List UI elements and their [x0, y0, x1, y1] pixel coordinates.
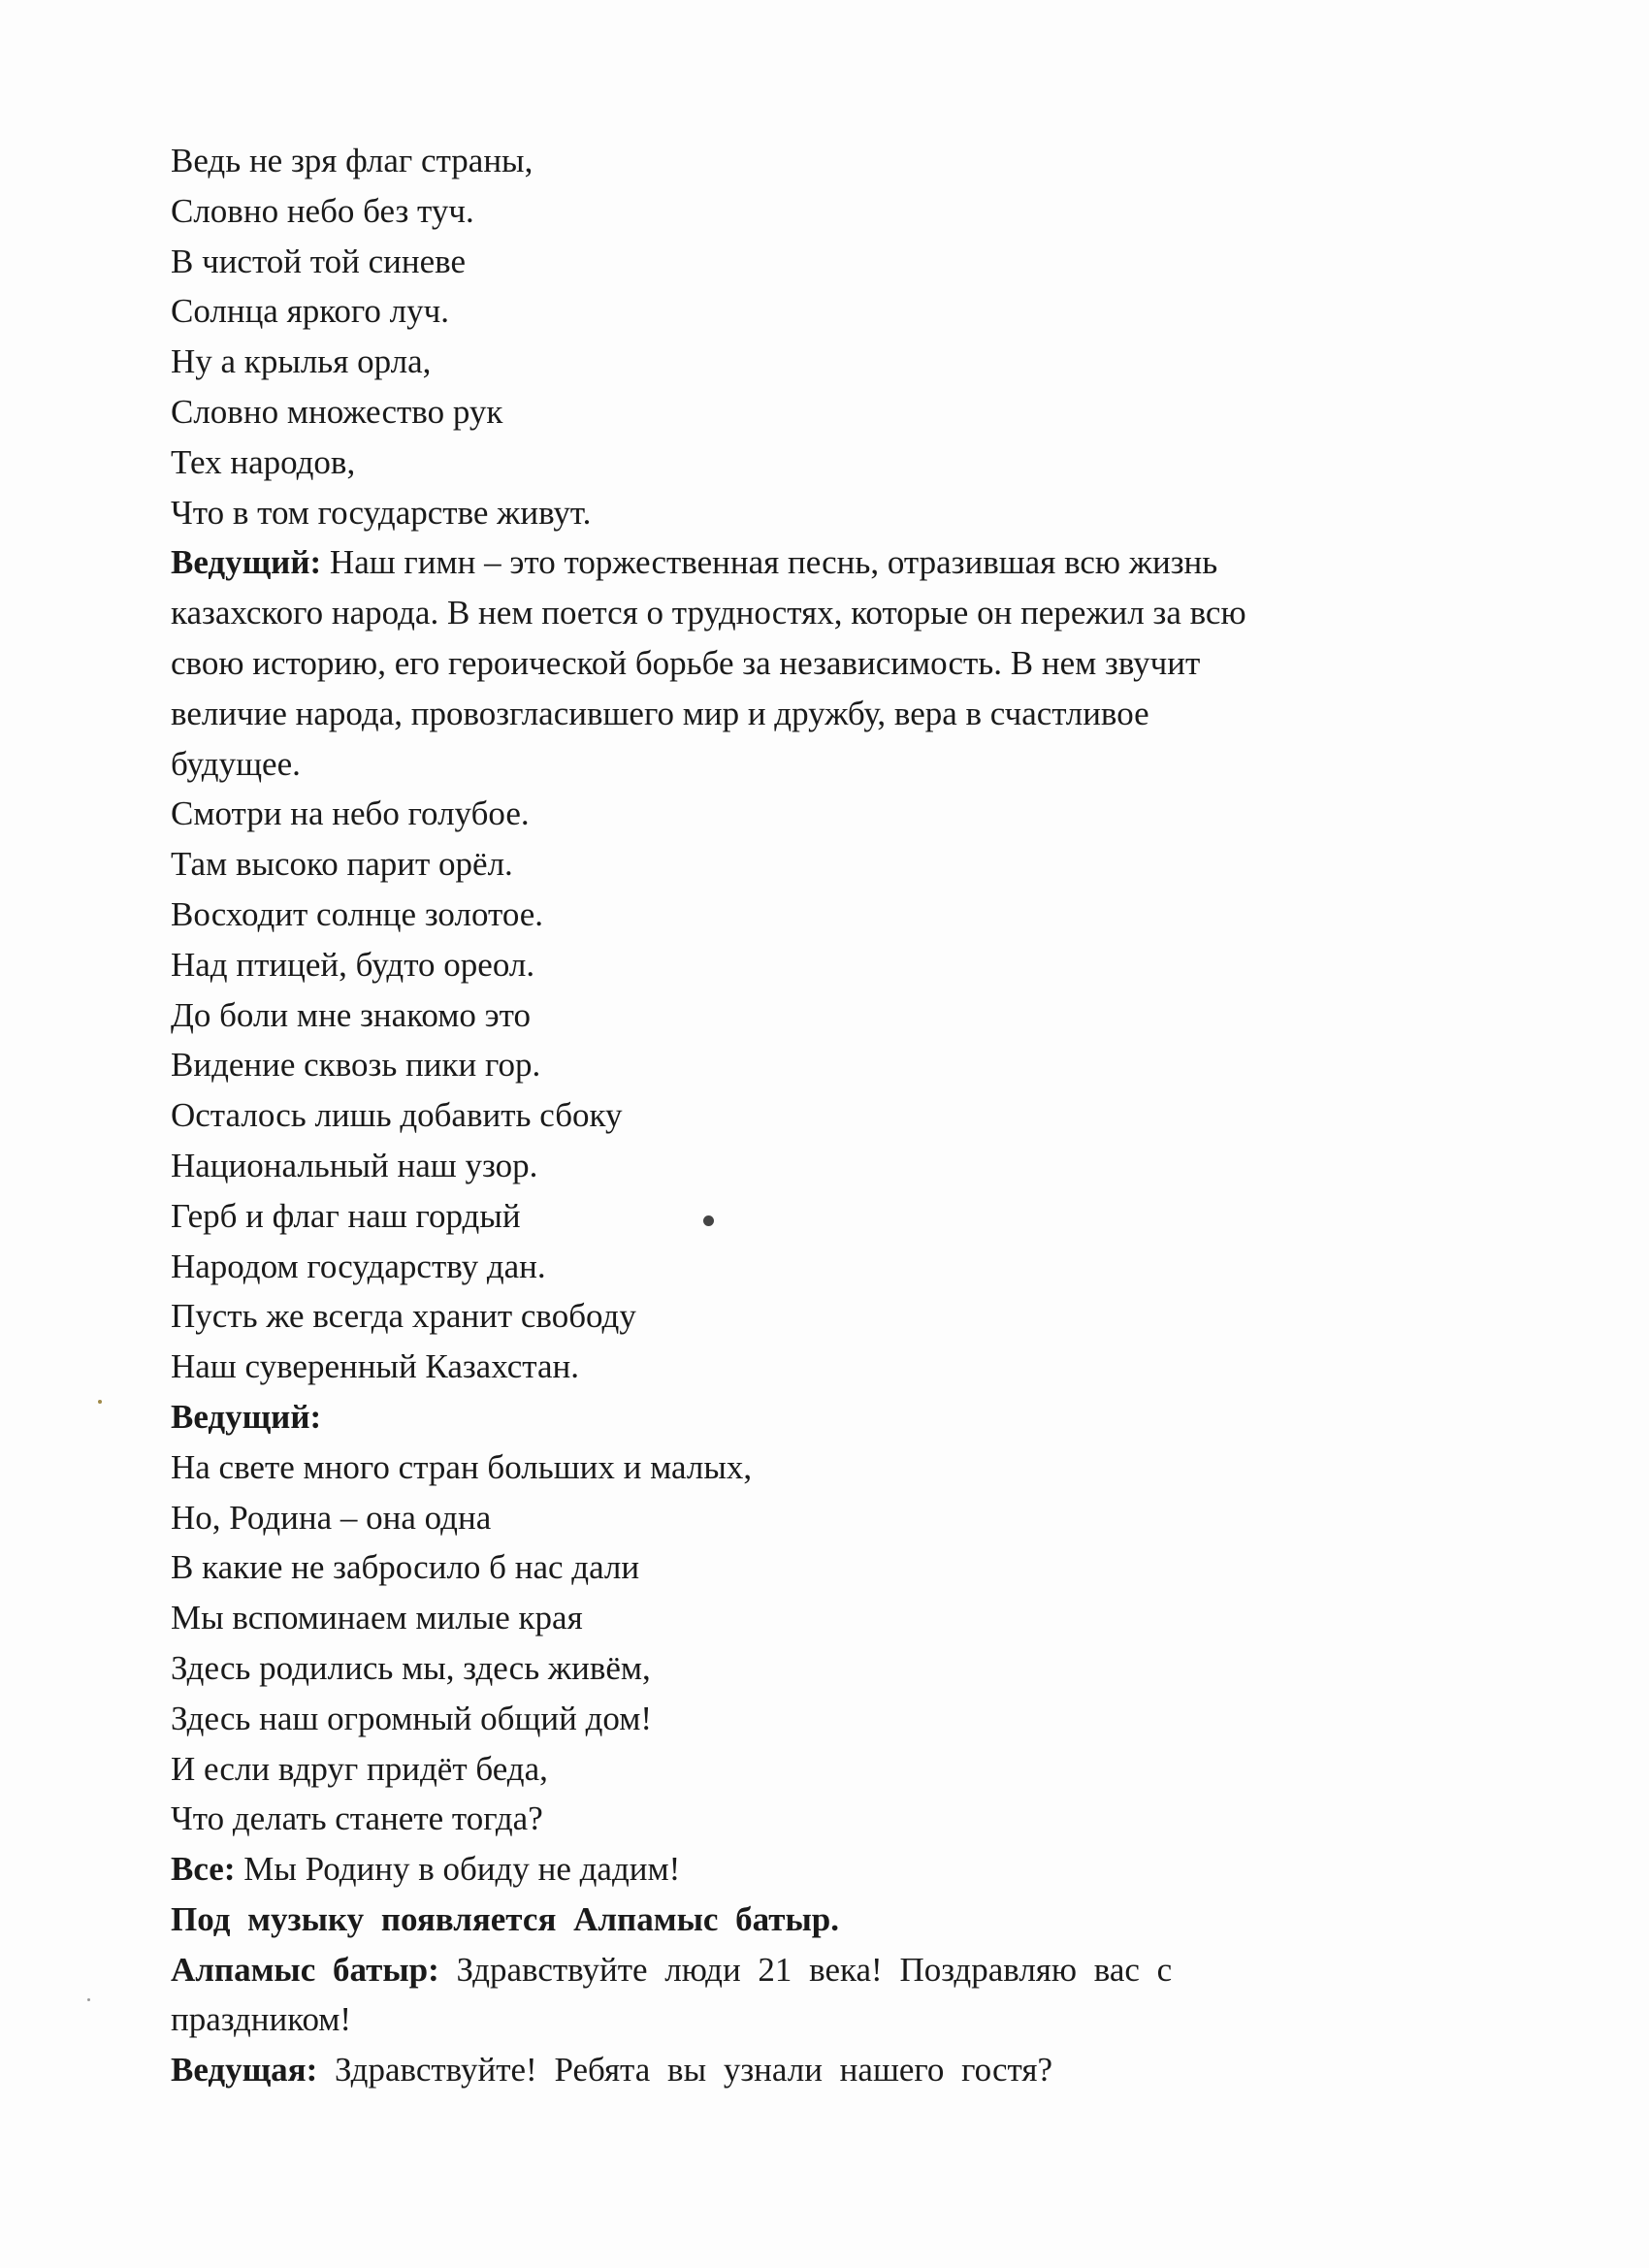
- text-line: Алпамыс батыр: Здравствуйте люди 21 века! Поздравляю вас с: [171, 1950, 1173, 1989]
- text-line: величие народа, провозгласившего мир и дружбу, вера в счастливое: [171, 694, 1149, 732]
- text-line: Герб и флаг наш гордый: [171, 1196, 521, 1235]
- text-line: Там высоко парит орёл.: [171, 845, 513, 884]
- text-line: Национальный наш узор.: [171, 1146, 538, 1184]
- document-body: [171, 136, 1432, 2095]
- text-line: Осталось лишь добавить сбоку: [171, 1096, 623, 1135]
- text-line: В чистой той синеве: [171, 242, 466, 280]
- text-line: Мы вспоминаем милые края: [171, 1599, 583, 1637]
- text-line: Словно множество рук: [171, 392, 503, 431]
- scan-speck: [98, 1400, 102, 1404]
- text-line: Над птицей, будто ореол.: [171, 945, 535, 984]
- stage-direction: [171, 1895, 1432, 1945]
- speaker-label: Ведущий:: [171, 1397, 322, 1436]
- text-line: Смотри на небо голубое.: [171, 794, 530, 833]
- text-line: Что в том государстве живут.: [171, 493, 592, 532]
- text-line: будущее.: [171, 744, 301, 783]
- text-line: свою историю, его героической борьбе за независимость. В нем звучит: [171, 643, 1201, 682]
- text-line: Народом государству дан.: [171, 1247, 546, 1285]
- text-line: И если вдруг придёт беда,: [171, 1749, 548, 1788]
- text-line: [171, 1392, 1432, 1442]
- speaker-label: Ведущая:: [171, 2051, 318, 2090]
- text-line: праздником!: [171, 2000, 352, 2039]
- text-line: Тех народов,: [171, 442, 356, 481]
- scan-speck: [703, 1215, 714, 1226]
- text-line: казахского народа. В нем поется о трудностях, которые он пережил за всю: [171, 594, 1246, 632]
- text-line: Ну а крылья орла,: [171, 342, 432, 381]
- text-line: Видение сквозь пики гор.: [171, 1046, 541, 1085]
- text-line: Наш суверенный Казахстан.: [171, 1347, 579, 1386]
- text-line: Пусть же всегда хранит свободу: [171, 1297, 636, 1336]
- scan-speck: [87, 1998, 90, 2001]
- text-line: На свете много стран больших и малых,: [171, 1447, 753, 1486]
- text-line: Все: Мы Родину в обиду не дадим!: [171, 1850, 681, 1889]
- text-line: До боли мне знакомо это: [171, 995, 531, 1034]
- text-line: Словно небо без туч.: [171, 191, 474, 230]
- text-line: Но, Родина – она одна: [171, 1498, 492, 1537]
- text-line: Здесь родились мы, здесь живём,: [171, 1648, 651, 1687]
- text-line: Ведущая: Здравствуйте! Ребята вы узнали нашего гостя?: [171, 2051, 1053, 2090]
- text-line: Ведущий: Наш гимн – это торжественная песнь, отразившая всю жизнь: [171, 543, 1218, 582]
- speaker-label: Все:: [171, 1850, 236, 1889]
- text-line: Что делать станете тогда?: [171, 1799, 543, 1838]
- stage-direction-text: Под музыку появляется Алпамыс батыр.: [171, 1899, 840, 1938]
- text-line: Здесь наш огромный общий дом!: [171, 1699, 653, 1737]
- text-line: В какие не забросило б нас дали: [171, 1548, 640, 1587]
- speaker-label: Ведущий:: [171, 543, 322, 582]
- text-line: Восходит солнце золотое.: [171, 894, 544, 933]
- speaker-label: Алпамыс батыр:: [171, 1950, 439, 1989]
- text-line: Ведь не зря флаг страны,: [171, 142, 534, 179]
- text-line: Солнца яркого луч.: [171, 292, 449, 331]
